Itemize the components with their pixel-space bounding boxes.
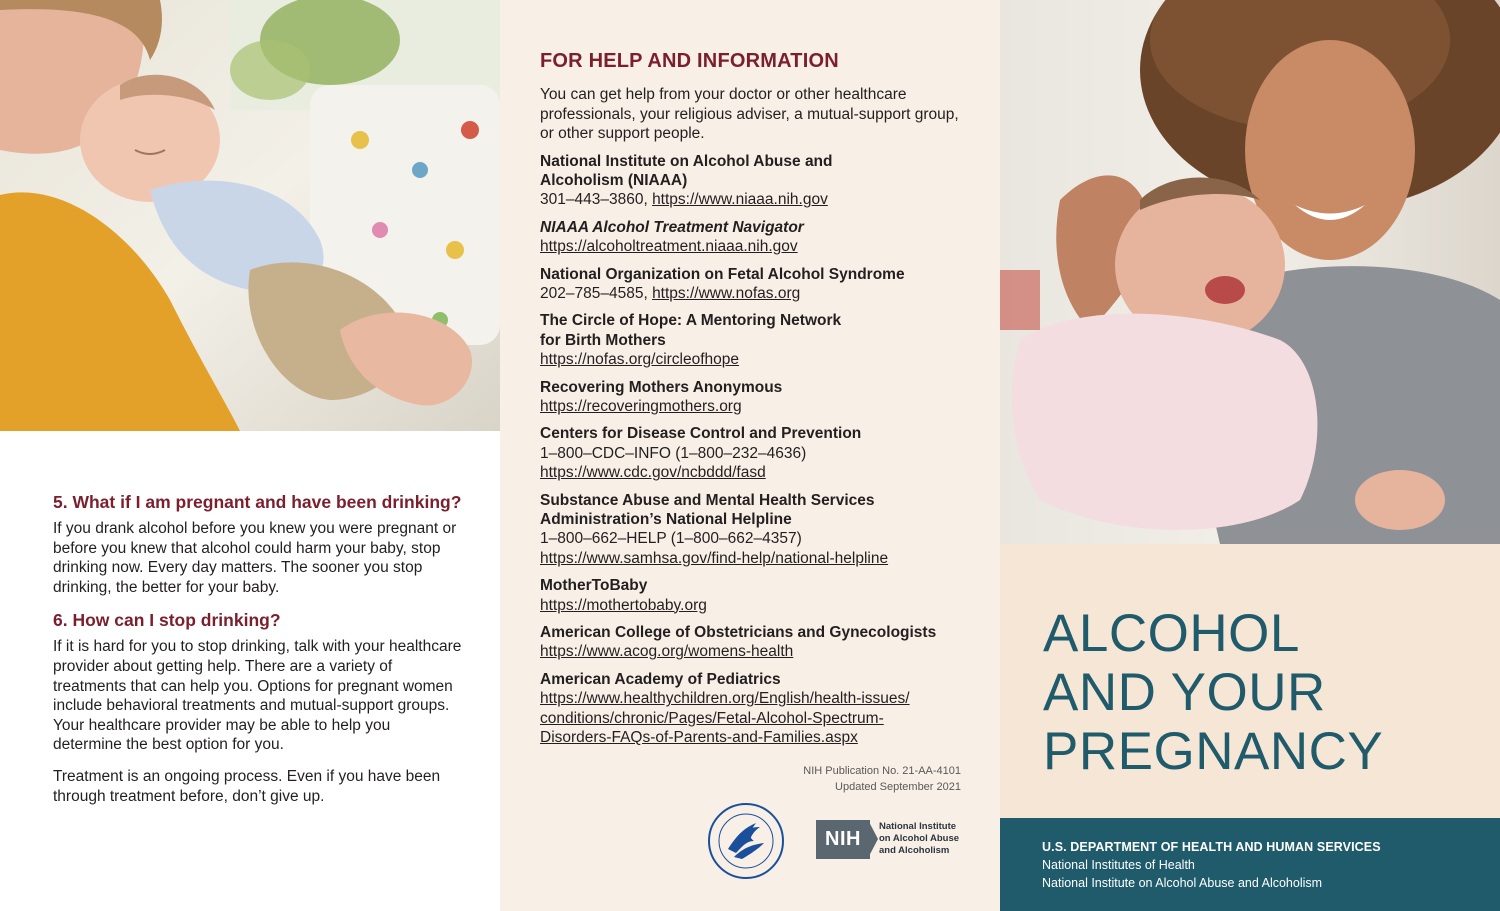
resource-name: NIAAA Alcohol Treatment Navigator (540, 218, 804, 236)
publication-number: NIH Publication No. 21-AA-4101 (803, 765, 961, 777)
resource-contact (540, 190, 970, 209)
resource-name: American Academy of Pediatrics (540, 670, 781, 688)
mother-baby-illustration (1000, 0, 1500, 544)
resource-recovering-mothers (540, 378, 970, 417)
nih-logo-text (879, 821, 979, 857)
mothertobaby-link[interactable]: https://mothertobaby.org (540, 596, 707, 614)
faq-section (53, 491, 463, 818)
brochure-title (1043, 604, 1383, 781)
navigator-link[interactable]: https://alcoholtreatment.niaaa.nih.gov (540, 238, 798, 256)
hhs-department: U.S. DEPARTMENT OF HEALTH AND HUMAN SERVICES (1042, 840, 1381, 854)
resource-name: for Birth Mothers (540, 331, 666, 349)
resource-name: MotherToBaby (540, 577, 648, 595)
resource-phone: 1–800–662–HELP (1–800–662–4357) (540, 530, 802, 548)
nih-name: National Institutes of Health (1042, 858, 1195, 872)
nih-logo-text-line: on Alcohol Abuse (879, 833, 960, 844)
nih-logo-mark: NIH (816, 820, 870, 859)
resource-name: Substance Abuse and Mental Health Services (540, 491, 875, 509)
resource-name: American College of Obstetricians and Gynecologists (540, 624, 937, 642)
aap-link[interactable]: https://www.healthychildren.org/English/health-issues/ (540, 690, 910, 708)
help-heading: FOR HELP AND INFORMATION (540, 50, 839, 72)
resource-name: National Institute on Alcohol Abuse and (540, 152, 833, 170)
nih-niaaa-logo (816, 820, 976, 864)
q6-heading: 6. How can I stop drinking? (53, 610, 281, 631)
hhs-seal-icon (706, 801, 786, 881)
publication-updated: Updated September 2021 (835, 781, 961, 793)
aap-link[interactable]: conditions/chronic/Pages/Fetal-Alcohol-Spectrum- (540, 709, 884, 727)
resource-niaaa (540, 152, 970, 210)
circle-of-hope-link[interactable]: https://nofas.org/circleofhope (540, 351, 740, 369)
nih-logo-text-line: and Alcoholism (879, 845, 950, 856)
aap-link[interactable]: Disorders-FAQs-of-Parents-and-Families.aspx (540, 729, 858, 747)
title-line-3: PREGNANCY (1043, 722, 1384, 781)
niaaa-name: National Institute on Alcohol Abuse and Alcoholism (1042, 876, 1323, 890)
resource-name: Centers for Disease Control and Prevention (540, 425, 862, 443)
resource-acog (540, 623, 970, 662)
q6-body-1: If it is hard for you to stop drinking, talk with your healthcare provider about getting help. There are a variety of treatments that can help you. Options for pregnant women include behavioral treatments and mutual-support groups. Your healthcare provider may be able to help you determine the best option for you. (53, 638, 462, 754)
resource-navigator (540, 218, 970, 257)
cdc-link[interactable]: https://www.cdc.gov/ncbddd/fasd (540, 464, 766, 482)
right-panel (1000, 0, 1500, 911)
mother-newborn-photo (0, 0, 500, 431)
q6-body-2: Treatment is an ongoing process. Even if you have been through treatment before, don’t give up. (53, 767, 441, 805)
publication-info (803, 763, 961, 795)
agency-footer (1000, 818, 1500, 911)
q5-body: If you drank alcohol before you knew you were pregnant or before you knew that alcohol could harm your baby, stop drinking now. Every day matters. The sooner you stop drinking, the better for your baby. (53, 520, 457, 596)
resource-name: National Organization on Fetal Alcohol Syndrome (540, 265, 905, 283)
middle-panel (500, 0, 1000, 911)
acog-link[interactable]: https://www.acog.org/womens-health (540, 643, 794, 661)
resource-aap (540, 670, 970, 748)
help-intro: You can get help from your doctor or other healthcare professionals, your religious adviser, a mutual-support group, or other support people. (540, 86, 959, 142)
resource-mothertobaby (540, 576, 970, 615)
resource-cdc (540, 424, 970, 482)
resource-phone: 202–785–4585, (540, 284, 653, 302)
resource-name: Administration’s National Helpline (540, 511, 792, 528)
nih-logo-text-line: National Institute (879, 821, 957, 832)
resource-name: The Circle of Hope: A Mentoring Network (540, 312, 842, 330)
resource-samhsa (540, 491, 970, 569)
recovering-mothers-link[interactable]: https://recoveringmothers.org (540, 397, 742, 415)
left-panel (0, 0, 500, 911)
niaaa-link[interactable]: https://www.niaaa.nih.gov (652, 191, 828, 209)
mother-newborn-illustration (0, 0, 500, 431)
title-line-1: ALCOHOL (1043, 604, 1300, 663)
q5-heading: 5. What if I am pregnant and have been drinking? (53, 492, 462, 512)
resource-nofas (540, 265, 970, 304)
resource-phone: 301–443–3860, (540, 191, 653, 209)
help-resources (540, 49, 970, 755)
mother-laughing-baby-photo (1000, 0, 1500, 544)
samhsa-link[interactable]: https://www.samhsa.gov/find-help/national-helpline (540, 549, 889, 567)
nofas-link[interactable]: https://www.nofas.org (652, 284, 801, 302)
resource-phone: 1–800–CDC–INFO (1–800–232–4636) (540, 444, 807, 462)
resource-name: Alcoholism (NIAAA) (540, 171, 688, 189)
title-line-2: AND YOUR (1043, 663, 1326, 722)
resource-circle-of-hope (540, 311, 970, 369)
resource-name: Recovering Mothers Anonymous (540, 378, 783, 396)
resource-contact (540, 284, 970, 303)
nih-chevron-icon (868, 820, 878, 858)
